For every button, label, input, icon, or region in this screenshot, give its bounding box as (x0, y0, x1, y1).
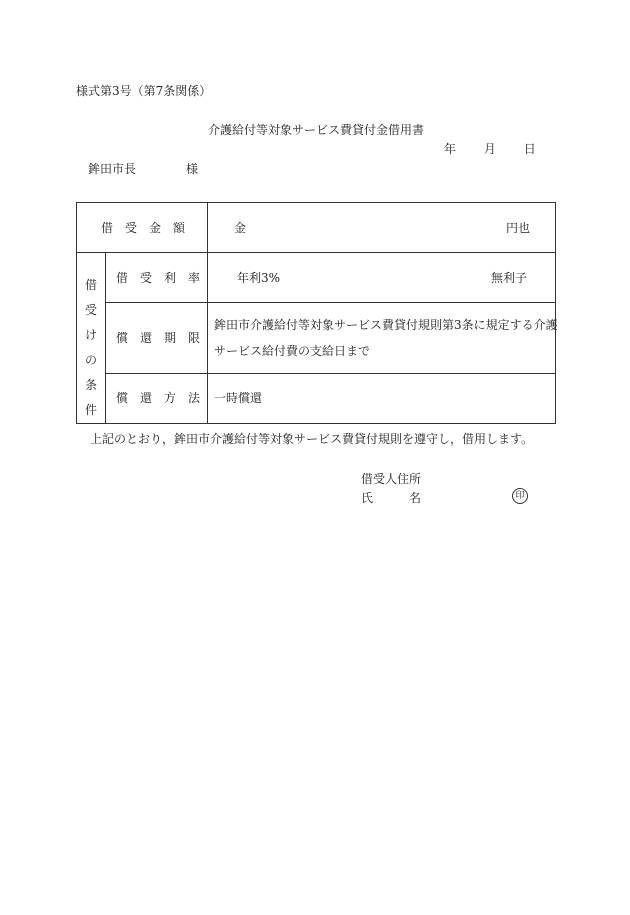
repayment-period-line1: 鉾田市介護給付等対象サービス費貸付規則第3条に規定する介護 (214, 318, 558, 332)
date-line (444, 143, 536, 155)
row-divider (105, 302, 555, 303)
repayment-period-line2: サービス給付費の支給日まで (214, 344, 371, 358)
conditions-char: 借 (85, 278, 98, 292)
seal-icon: 印 (512, 488, 528, 504)
interest-value: 年利3% (237, 271, 281, 285)
borrower-name-label (361, 492, 421, 504)
amount-suffix: 円也 (506, 221, 531, 235)
interest-alt: 無利子 (491, 271, 528, 285)
column-divider (207, 203, 208, 423)
declaration-text: 上記のとおり，鉾田市介護給付等対象サービス費貸付規則を遵守し，借用します。 (90, 432, 534, 446)
name-label-char: 名 (409, 491, 422, 505)
row-divider (77, 252, 555, 253)
amount-prefix: 金 (234, 221, 247, 235)
borrower-address-label: 借受人住所 (361, 472, 422, 486)
repayment-period-label: 償還期限 (116, 331, 213, 345)
document-title: 介護給付等対象サービス費貸付金借用書 (208, 123, 425, 137)
addressee (88, 163, 198, 175)
conditions-char: の (85, 353, 98, 367)
row-divider (105, 373, 555, 374)
repayment-method-value: 一時償還 (214, 391, 263, 405)
name-label-char: 氏 (361, 491, 374, 505)
conditions-char: 条 (85, 378, 98, 392)
amount-label: 借受金額 (101, 221, 198, 235)
date-day: 日 (523, 142, 536, 156)
repayment-method-label: 償還方法 (116, 391, 213, 405)
conditions-label (85, 273, 97, 423)
date-year: 年 (444, 142, 457, 156)
interest-label: 借受利率 (116, 271, 213, 285)
conditions-char: 受 (85, 303, 98, 317)
form-number: 様式第3号（第7条関係） (76, 84, 212, 98)
conditions-char: 件 (85, 403, 98, 417)
addressee-name: 鉾田市長 (88, 162, 137, 176)
column-divider (105, 253, 106, 423)
date-month: 月 (483, 142, 496, 156)
loan-conditions-table (76, 202, 556, 424)
conditions-char: け (85, 328, 98, 342)
addressee-honorific: 様 (186, 162, 199, 176)
